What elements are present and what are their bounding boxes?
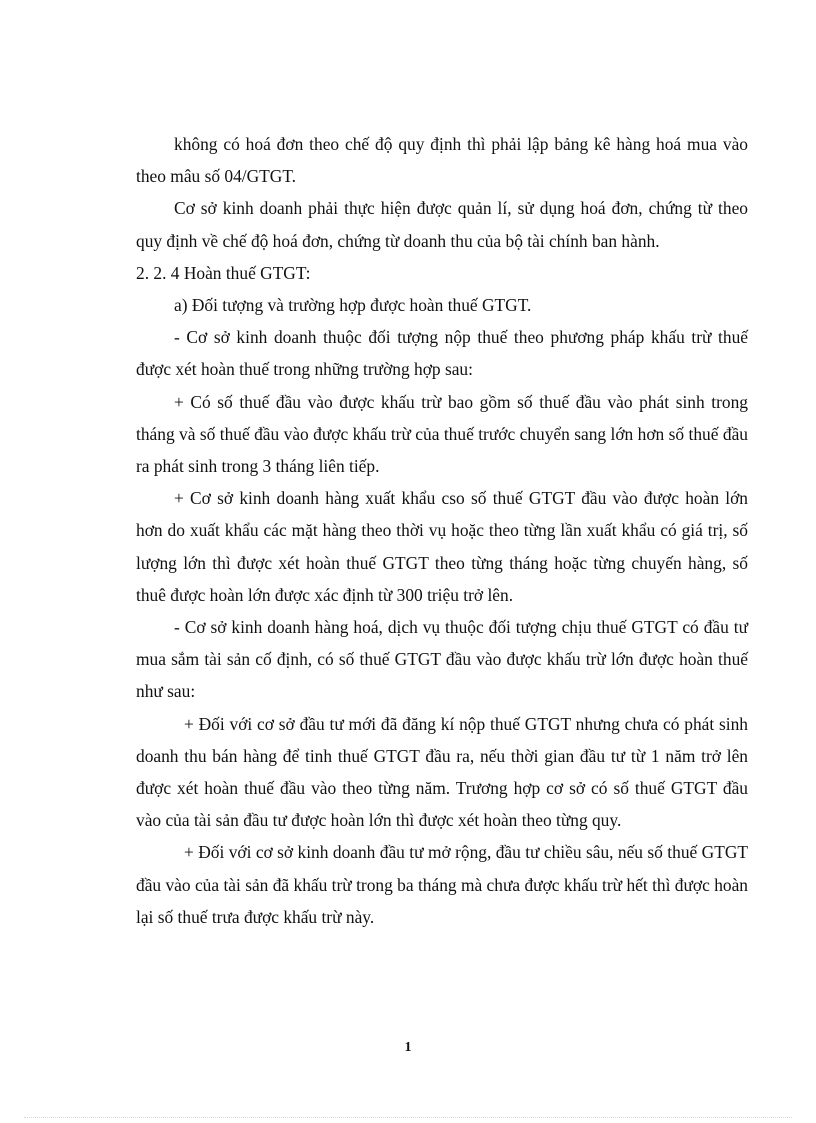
document-body: [136, 128, 748, 933]
paragraph-input-tax-three-months: + Có số thuế đầu vào được khấu trừ bao gồm số thuế đầu vào phát sinh trong tháng và số thuế đầu vào được khấu trừ của thuế trước chuyển sang lớn hơn số thuế đầu ra phát sinh trong 3 tháng liên tiếp.: [136, 391, 748, 477]
paragraph-export-refund: + Cơ sở kinh doanh hàng xuất khẩu cso số thuế GTGT đầu vào được hoàn lớn hơn do xuất khẩu các mặt hàng theo thời vụ hoặc theo từng lần xuất khẩu có giá trị, số lượng lớn thì được xét hoàn thuế GTGT theo từng tháng hoặc từng chuyến hàng, số thuê được hoàn lớn được xác định từ 300 triệu trở lên.: [136, 488, 748, 605]
paragraph-invoice-management: Cơ sở kinh doanh phải thực hiện được quản lí, sử dụng hoá đơn, chứng từ theo quy định về chế độ hoá đơn, chứng từ doanh thu của bộ tài chính ban hành.: [136, 198, 748, 251]
paragraph-fixed-assets: - Cơ sở kinh doanh hàng hoá, dịch vụ thuộc đối tượng chịu thuế GTGT có đầu tư mua sắm tài sản cố định, có số thuế GTGT đầu vào được khấu trừ lớn được hoàn thuế như sau:: [136, 617, 748, 702]
paragraph-expansion-investment: + Đối với cơ sở kinh doanh đầu tư mở rộng, đầu tư chiều sâu, nếu số thuế GTGT đầu vào của tài sản đã khấu trừ trong ba tháng mà chưa được khấu trừ hết thì được hoàn lại số thuế trưa được khấu trừ này.: [136, 842, 748, 927]
section-heading-vat-refund: 2. 2. 4 Hoàn thuế GTGT:: [136, 262, 311, 283]
paragraph-new-investment: + Đối với cơ sở đầu tư mới đã đăng kí nộp thuế GTGT nhưng chưa có phát sinh doanh thu bán hàng để tinh thuế GTGT đầu ra, nếu thời gian đầu tư từ 1 năm trở lên được xét hoàn thuế đầu vào theo từng năm. Trương hợp cơ sở có số thuế GTGT đầu vào của tài sản đầu tư được hoàn lớn thì được xét hoàn theo từng quy.: [136, 713, 748, 831]
subheading-refund-subjects: a) Đối tượng và trường hợp được hoàn thuế GTGT.: [174, 295, 532, 316]
page-number: 1: [404, 1040, 412, 1055]
paragraph-invoice-list: không có hoá đơn theo chế độ quy định thì phải lập bảng kê hàng hoá mua vào theo mâu số 04/GTGT.: [136, 134, 748, 187]
paragraph-deduction-method: - Cơ sở kinh doanh thuộc đối tượng nộp thuế theo phương pháp khấu trừ thuế được xét hoàn thuế trong những trường hợp sau:: [136, 327, 748, 380]
page-bottom-divider: [24, 1117, 792, 1118]
